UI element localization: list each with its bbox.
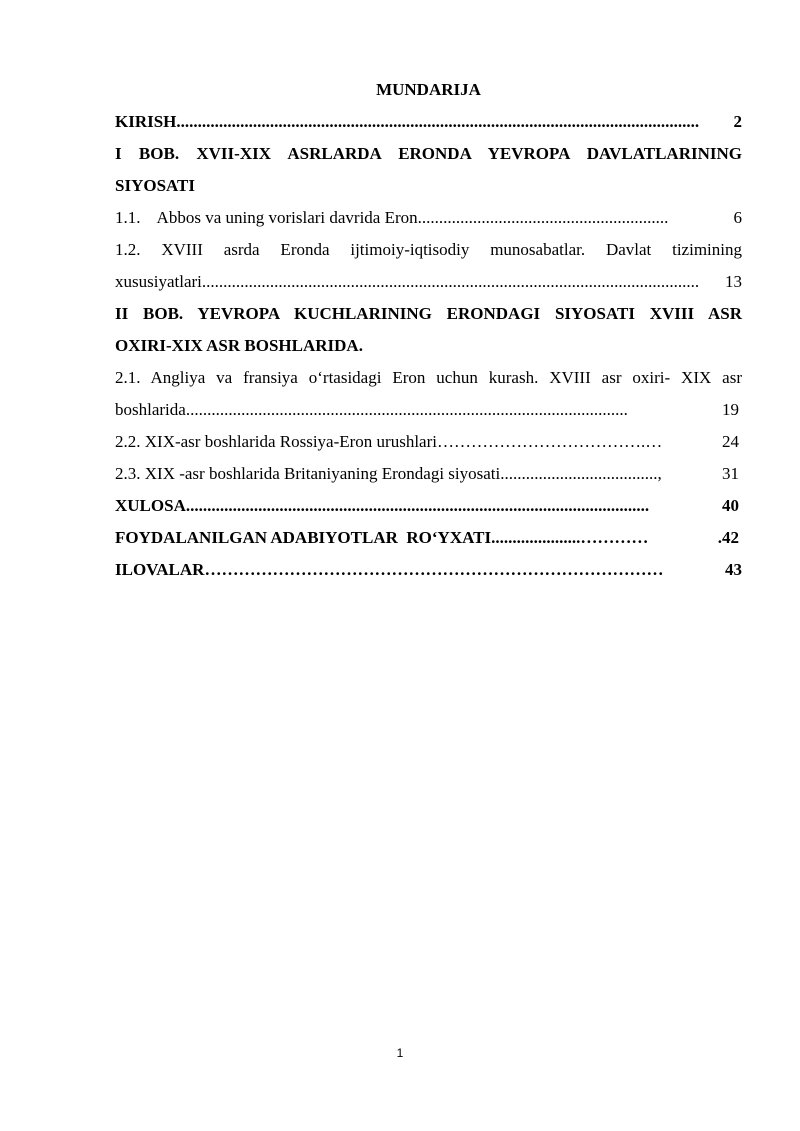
toc-entry-2-2[interactable]	[115, 426, 739, 458]
toc-entry-bibliography[interactable]	[115, 522, 739, 554]
entry-text: KIRISH	[115, 112, 177, 131]
page-ref: 24	[722, 432, 739, 451]
entry-line-1: 2.1. Angliya va fransiya o‘rtasidagi Eron uchun kurash. XVIII asr oxiri- XIX asr	[115, 368, 742, 387]
dot-leader: ……………………………….…	[437, 432, 663, 451]
dot-leader: .............................................................................................................	[185, 496, 650, 515]
toc-entry-2-3[interactable]	[115, 458, 739, 490]
dot-leader: .....................…………	[491, 528, 649, 547]
dot-leader: ...........................................................................................................................	[176, 112, 700, 131]
dot-leader: ........................................................................................................	[185, 400, 628, 419]
page-ref: 6	[733, 208, 742, 227]
toc-entry-2-1[interactable]	[115, 362, 742, 426]
dot-leader: ...........................................................	[417, 208, 669, 227]
toc-entry-1-1[interactable]	[115, 202, 742, 234]
dot-leader: .....................................................................................................................	[201, 272, 700, 291]
toc-entry-xulosa[interactable]	[115, 490, 739, 522]
page-ref: 40	[722, 496, 739, 515]
chapter-title-line-2: OXIRI-XIX ASR BOSHLARIDA.	[115, 336, 363, 355]
entry-text: xususiyatlari	[115, 272, 202, 291]
page-ref: 43	[725, 560, 742, 579]
page-ref: 19	[722, 400, 739, 419]
page-number: 1	[396, 1046, 404, 1060]
entry-text: 2.3. XIX -asr boshlarida Britaniyaning Erondagi siyosati	[115, 464, 501, 483]
entry-text: boshlarida	[115, 400, 186, 419]
page-ref: 2	[733, 112, 742, 131]
dot-leader: .....................................,	[500, 464, 662, 483]
chapter-title-line-2: SIYOSATI	[115, 176, 195, 195]
toc-entry-chapter-2[interactable]	[115, 298, 742, 362]
toc-entry-ilovalar[interactable]	[115, 554, 742, 586]
entry-text: 2.2. XIX-asr boshlarida Rossiya-Eron urushlari	[115, 432, 437, 451]
chapter-title-line-1: I BOB. XVII-XIX ASRLARDA ERONDA YEVROPA DAVLATLARINING	[115, 144, 742, 163]
table-of-contents	[115, 74, 742, 586]
entry-text: XULOSA	[115, 496, 186, 515]
page-ref: 31	[722, 464, 739, 483]
toc-entry-1-2[interactable]	[115, 234, 742, 298]
page-ref: .42	[717, 528, 739, 547]
toc-entry-kirish[interactable]	[115, 106, 742, 138]
page-ref: 13	[725, 272, 742, 291]
entry-text: 1.1. Abbos va uning vorislari davrida Eron	[115, 208, 418, 227]
toc-title: MUNDARIJA	[376, 80, 481, 99]
entry-text: ILOVALAR	[115, 560, 205, 579]
toc-entry-chapter-1[interactable]	[115, 138, 742, 202]
entry-text: FOYDALANILGAN ADABIYOTLAR RO‘YXATI	[115, 528, 492, 547]
chapter-title-line-1: II BOB. YEVROPA KUCHLARINING ERONDAGI SIYOSATI XVIII ASR	[115, 304, 742, 323]
entry-line-1: 1.2. XVIII asrda Eronda ijtimoiy-iqtisodiy munosabatlar. Davlat tizimining	[115, 240, 742, 259]
dot-leader: ………………………………………………………………………	[204, 560, 664, 579]
